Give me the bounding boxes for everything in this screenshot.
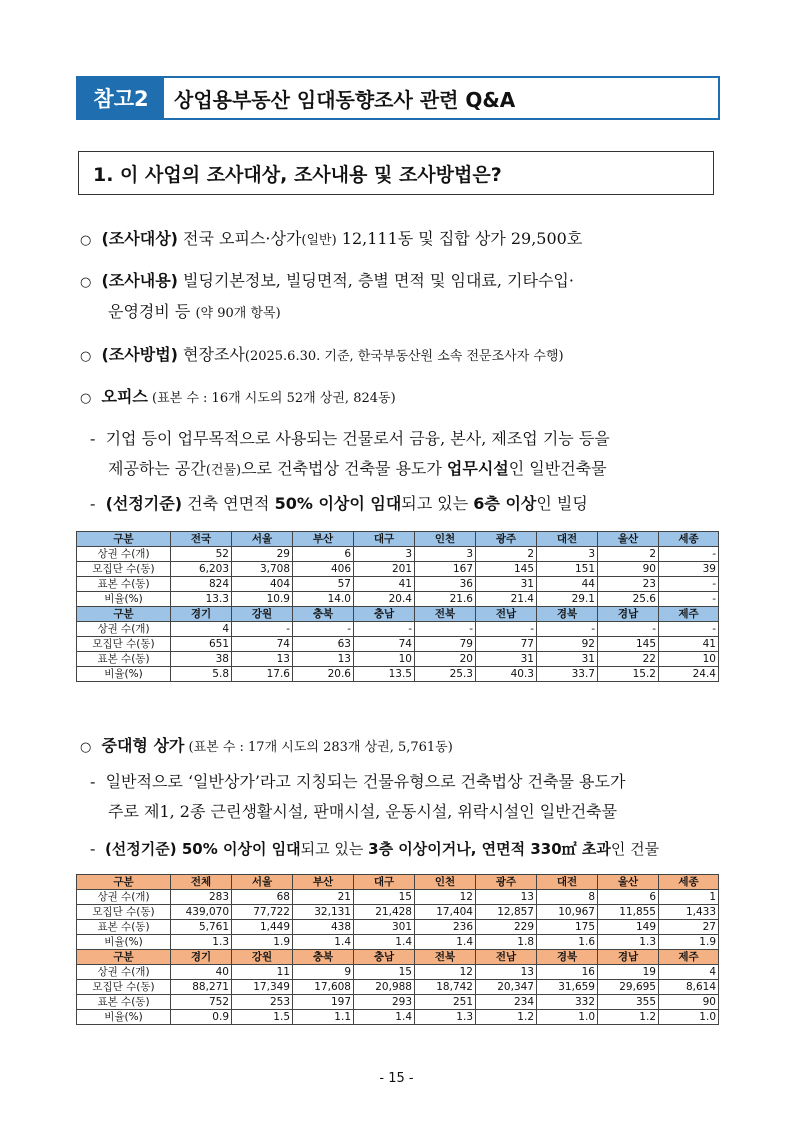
table-cell: 752 <box>171 995 232 1010</box>
table-header-cell: 인천 <box>415 532 476 547</box>
table-row <box>77 905 719 920</box>
table-cell: 234 <box>476 995 537 1010</box>
item-office <box>80 384 396 407</box>
table-header-cell: 전남 <box>476 950 537 965</box>
table-cell: 651 <box>171 637 232 652</box>
table-cell: 1.4 <box>415 935 476 950</box>
table-cell: 17,404 <box>415 905 476 920</box>
table-cell: 293 <box>354 995 415 1010</box>
table-cell: 29,695 <box>598 980 659 995</box>
office-def-line2 <box>108 456 607 479</box>
table-cell: 253 <box>232 995 293 1010</box>
retail-criteria-b1: 50% 이상이 임대 <box>176 840 301 858</box>
table-cell: 1,433 <box>659 905 719 920</box>
row-label-cell: 표본 수(동) <box>77 652 171 667</box>
table-cell: 201 <box>354 562 415 577</box>
table-cell: 10 <box>354 652 415 667</box>
table-cell: 1.3 <box>415 1010 476 1025</box>
table-cell: 151 <box>537 562 598 577</box>
table-header-row <box>77 950 719 965</box>
table-cell: 404 <box>232 577 293 592</box>
table-cell: 25.6 <box>598 592 659 607</box>
content-line2b: (약 90개 항목) <box>195 306 281 321</box>
table-cell: 12,857 <box>476 905 537 920</box>
table-header-cell: 세종 <box>659 875 719 890</box>
row-label-cell: 상권 수(개) <box>77 622 171 637</box>
method-text-small: (2025.6.30. 기준, 한국부동산원 소속 전문조사자 수행) <box>244 349 564 364</box>
table-row <box>77 547 719 562</box>
table-cell: 20 <box>415 652 476 667</box>
table-cell: - <box>293 622 354 637</box>
table-cell: 1.4 <box>354 935 415 950</box>
table-cell: 13 <box>476 965 537 980</box>
table-cell: 23 <box>598 577 659 592</box>
office-def-line1 <box>90 426 610 449</box>
table-cell: 90 <box>659 995 719 1010</box>
table-cell: 40 <box>171 965 232 980</box>
table-cell: 175 <box>537 920 598 935</box>
office-def-text2-bold: 업무시설 <box>446 459 509 478</box>
office-label: 오피스 <box>101 387 148 406</box>
table-cell: 41 <box>659 637 719 652</box>
row-label-cell: 표본 수(동) <box>77 920 171 935</box>
dash-marker: - <box>90 839 96 858</box>
table-header-cell: 전체 <box>171 875 232 890</box>
table-row <box>77 920 719 935</box>
table-header-cell: 경남 <box>598 950 659 965</box>
table-cell: 149 <box>598 920 659 935</box>
table-header-cell: 구분 <box>77 950 171 965</box>
table-header-cell: 전남 <box>476 607 537 622</box>
table-cell: 438 <box>293 920 354 935</box>
table-cell: 5,761 <box>171 920 232 935</box>
table-cell: 21.6 <box>415 592 476 607</box>
table-cell: 21 <box>293 890 354 905</box>
table-cell: 90 <box>598 562 659 577</box>
table-row <box>77 965 719 980</box>
office-criteria <box>90 491 588 514</box>
table-cell: 1.9 <box>659 935 719 950</box>
table-row <box>77 890 719 905</box>
table-header-cell: 제주 <box>659 950 719 965</box>
office-sample: (표본 수 : 16개 시도의 52개 상권, 824동) <box>147 391 396 406</box>
table-header-cell: 인천 <box>415 875 476 890</box>
table-cell: 301 <box>354 920 415 935</box>
table-cell: 12 <box>415 965 476 980</box>
question-box: 1. 이 사업의 조사대상, 조사내용 및 조사방법은? <box>78 151 714 195</box>
table-cell: 20,347 <box>476 980 537 995</box>
table-header-cell: 경기 <box>171 607 232 622</box>
bullet-circle: ○ <box>80 391 92 406</box>
row-label-cell: 비율(%) <box>77 667 171 682</box>
table-header-cell: 대구 <box>354 875 415 890</box>
table-header-cell: 대전 <box>537 532 598 547</box>
retail-def-line1 <box>90 769 625 792</box>
table-cell: 77,722 <box>232 905 293 920</box>
office-def-text2a: 제공하는 공간 <box>108 459 206 478</box>
table-header-cell: 강원 <box>232 950 293 965</box>
table-cell: 6,203 <box>171 562 232 577</box>
table-cell: 1.2 <box>598 1010 659 1025</box>
table-cell: 25.3 <box>415 667 476 682</box>
retail-criteria-t2: 인 건물 <box>610 840 660 858</box>
table-cell: 439,070 <box>171 905 232 920</box>
table-cell: 31,659 <box>537 980 598 995</box>
table-cell: 1.9 <box>232 935 293 950</box>
target-text-b: 12,111동 및 집합 상가 29,500호 <box>336 229 583 248</box>
table-header-cell: 전북 <box>415 607 476 622</box>
table-header-cell: 충남 <box>354 607 415 622</box>
table-cell: 1.4 <box>293 935 354 950</box>
table-cell: 10,967 <box>537 905 598 920</box>
table-cell: 197 <box>293 995 354 1010</box>
table-cell: 4 <box>659 965 719 980</box>
section-title-bar <box>76 76 720 120</box>
dash-marker: - <box>90 772 96 791</box>
table-cell: 27 <box>659 920 719 935</box>
table-cell: 12 <box>415 890 476 905</box>
method-text-a: 현장조사 <box>177 345 245 364</box>
table-cell: 15 <box>354 890 415 905</box>
table-cell: 29 <box>232 547 293 562</box>
table-cell: 44 <box>537 577 598 592</box>
table-cell: 36 <box>415 577 476 592</box>
table-cell: 5.8 <box>171 667 232 682</box>
table-cell: 17,608 <box>293 980 354 995</box>
table-cell: 2 <box>598 547 659 562</box>
table-row <box>77 980 719 995</box>
table-cell: 0.9 <box>171 1010 232 1025</box>
table-cell: 6 <box>293 547 354 562</box>
table-header-cell: 대구 <box>354 532 415 547</box>
row-label-cell: 모집단 수(동) <box>77 980 171 995</box>
row-label-cell: 상권 수(개) <box>77 965 171 980</box>
office-criteria-t2: 되고 있는 <box>401 494 474 513</box>
table-cell: 824 <box>171 577 232 592</box>
table-cell: 10 <box>659 652 719 667</box>
dash-marker: - <box>90 494 96 513</box>
office-criteria-b2: 6층 이상 <box>473 494 537 513</box>
table-cell: 1.1 <box>293 1010 354 1025</box>
table-cell: 11 <box>232 965 293 980</box>
table-cell: 39 <box>659 562 719 577</box>
table-row <box>77 935 719 950</box>
table-cell: 8 <box>537 890 598 905</box>
table-cell: 77 <box>476 637 537 652</box>
table-cell: 1.5 <box>232 1010 293 1025</box>
table-cell: - <box>537 622 598 637</box>
content-line2a: 운영경비 등 <box>108 302 196 321</box>
table-header-cell: 충북 <box>293 607 354 622</box>
table-cell: 3,708 <box>232 562 293 577</box>
table-cell: 355 <box>598 995 659 1010</box>
office-def-text2-small: (건물) <box>205 463 242 478</box>
table-cell: 3 <box>415 547 476 562</box>
office-criteria-t1: 건축 연면적 <box>182 494 275 513</box>
table-cell: 24.4 <box>659 667 719 682</box>
table-header-cell: 경북 <box>537 607 598 622</box>
row-label-cell: 비율(%) <box>77 1010 171 1025</box>
table-cell: 68 <box>232 890 293 905</box>
table-cell: 31 <box>537 652 598 667</box>
table-row <box>77 637 719 652</box>
table-header-cell: 구분 <box>77 875 171 890</box>
bullet-circle: ○ <box>80 233 92 248</box>
table-cell: - <box>659 577 719 592</box>
content-label: (조사내용) <box>101 271 178 290</box>
item-content <box>80 268 574 291</box>
method-label: (조사방법) <box>101 345 178 364</box>
table-cell: 13 <box>476 890 537 905</box>
table-header-cell: 경기 <box>171 950 232 965</box>
table-cell: - <box>354 622 415 637</box>
table-cell: 79 <box>415 637 476 652</box>
table-row <box>77 652 719 667</box>
table-cell: 229 <box>476 920 537 935</box>
table-cell: 15.2 <box>598 667 659 682</box>
table-cell: 19 <box>598 965 659 980</box>
reference-badge: 참고2 <box>78 78 164 118</box>
table-cell: 236 <box>415 920 476 935</box>
table-cell: 4 <box>171 622 232 637</box>
table-cell: - <box>659 592 719 607</box>
table-cell: 10.9 <box>232 592 293 607</box>
table-header-cell: 부산 <box>293 532 354 547</box>
bullet-circle: ○ <box>80 349 92 364</box>
retail-criteria-t1: 되고 있는 <box>300 840 369 858</box>
retail-sample: (표본 수 : 17개 시도의 283개 상권, 5,761동) <box>184 740 453 755</box>
table-cell: 145 <box>476 562 537 577</box>
table-cell: 16 <box>537 965 598 980</box>
table-cell: 63 <box>293 637 354 652</box>
table-cell: 20.6 <box>293 667 354 682</box>
table-header-cell: 서울 <box>232 532 293 547</box>
table-cell: 92 <box>537 637 598 652</box>
table-cell: 1.4 <box>354 1010 415 1025</box>
target-text-a: 전국 오피스·상가 <box>177 229 302 248</box>
retail-def-line2 <box>108 799 617 822</box>
target-label: (조사대상) <box>101 229 178 248</box>
item-retail <box>80 733 453 756</box>
table-row <box>77 577 719 592</box>
table-row <box>77 667 719 682</box>
page-number: - 15 - <box>379 1071 414 1086</box>
table-header-cell: 울산 <box>598 875 659 890</box>
table-cell: - <box>659 622 719 637</box>
row-label-cell: 비율(%) <box>77 592 171 607</box>
retail-table <box>76 874 719 1025</box>
table-cell: 13 <box>232 652 293 667</box>
row-label-cell: 표본 수(동) <box>77 995 171 1010</box>
table-cell: 406 <box>293 562 354 577</box>
row-label-cell: 상권 수(개) <box>77 890 171 905</box>
table-row <box>77 562 719 577</box>
row-label-cell: 모집단 수(동) <box>77 562 171 577</box>
table-header-cell: 광주 <box>476 532 537 547</box>
table-cell: 3 <box>537 547 598 562</box>
table-cell: 2 <box>476 547 537 562</box>
item-content-line2 <box>108 299 281 322</box>
table-cell: - <box>476 622 537 637</box>
retail-criteria <box>90 838 659 859</box>
table-row <box>77 1010 719 1025</box>
retail-label: 중대형 상가 <box>101 736 185 755</box>
table-header-cell: 부산 <box>293 875 354 890</box>
table-header-cell: 구분 <box>77 532 171 547</box>
table-cell: 1 <box>659 890 719 905</box>
table-cell: 1.3 <box>171 935 232 950</box>
table-cell: 57 <box>293 577 354 592</box>
item-target <box>80 226 582 249</box>
table-cell: 332 <box>537 995 598 1010</box>
table-cell: 88,271 <box>171 980 232 995</box>
table-cell: 167 <box>415 562 476 577</box>
table-cell: 29.1 <box>537 592 598 607</box>
table-cell: 74 <box>232 637 293 652</box>
table-cell: 1.2 <box>476 1010 537 1025</box>
retail-criteria-b2: 3층 이상이거나, 연면적 330㎡ 초과 <box>368 840 611 858</box>
table-header-cell: 경북 <box>537 950 598 965</box>
table-header-cell: 광주 <box>476 875 537 890</box>
table-cell: 21.4 <box>476 592 537 607</box>
table-cell: 11,855 <box>598 905 659 920</box>
table-cell: 40.3 <box>476 667 537 682</box>
table-cell: 33.7 <box>537 667 598 682</box>
table-cell: 74 <box>354 637 415 652</box>
table-cell: 52 <box>171 547 232 562</box>
retail-criteria-label: (선정기준) <box>104 840 177 858</box>
table-row <box>77 592 719 607</box>
row-label-cell: 상권 수(개) <box>77 547 171 562</box>
office-def-text2b: 으로 건축법상 건축물 용도가 <box>241 459 447 478</box>
retail-def-text1: 일반적으로 ‘일반상가’라고 지칭되는 건물유형으로 건축법상 건축물 용도가 <box>105 772 626 791</box>
table-cell: 1.8 <box>476 935 537 950</box>
table-cell: 32,131 <box>293 905 354 920</box>
table-header-cell: 세종 <box>659 532 719 547</box>
table-cell: 1.0 <box>537 1010 598 1025</box>
table-cell: 17.6 <box>232 667 293 682</box>
row-label-cell: 모집단 수(동) <box>77 905 171 920</box>
table-cell: 145 <box>598 637 659 652</box>
table-header-cell: 서울 <box>232 875 293 890</box>
table-cell: - <box>598 622 659 637</box>
table-cell: 21,428 <box>354 905 415 920</box>
table-cell: 6 <box>598 890 659 905</box>
table-cell: 13 <box>293 652 354 667</box>
table-header-cell: 전북 <box>415 950 476 965</box>
item-method <box>80 342 564 365</box>
table-header-row <box>77 875 719 890</box>
table-cell: 283 <box>171 890 232 905</box>
table-cell: 20.4 <box>354 592 415 607</box>
office-def-text2c: 인 일반건축물 <box>508 459 607 478</box>
table-header-cell: 제주 <box>659 607 719 622</box>
target-text-small: (일반) <box>301 233 337 248</box>
table-header-row <box>77 607 719 622</box>
table-cell: 41 <box>354 577 415 592</box>
retail-def-text2: 주로 제1, 2종 근린생활시설, 판매시설, 운동시설, 위락시설인 일반건축물 <box>108 802 618 821</box>
table-cell: - <box>232 622 293 637</box>
table-header-cell: 강원 <box>232 607 293 622</box>
office-criteria-label: (선정기준) <box>105 494 183 513</box>
table-header-cell: 충남 <box>354 950 415 965</box>
table-cell: 13.3 <box>171 592 232 607</box>
table-header-cell: 울산 <box>598 532 659 547</box>
table-header-cell: 전국 <box>171 532 232 547</box>
table-cell: 251 <box>415 995 476 1010</box>
content-line1: 빌딩기본정보, 빌딩면적, 층별 면적 및 임대료, 기타수입· <box>177 271 574 290</box>
table-cell: 1.0 <box>659 1010 719 1025</box>
table-cell: 8,614 <box>659 980 719 995</box>
table-cell: 31 <box>476 577 537 592</box>
row-label-cell: 모집단 수(동) <box>77 637 171 652</box>
table-cell: - <box>659 547 719 562</box>
table-header-cell: 구분 <box>77 607 171 622</box>
bullet-circle: ○ <box>80 740 92 755</box>
bullet-circle: ○ <box>80 275 92 290</box>
table-cell: 18,742 <box>415 980 476 995</box>
table-row <box>77 622 719 637</box>
table-cell: 3 <box>354 547 415 562</box>
table-header-cell: 대전 <box>537 875 598 890</box>
table-cell: 1.6 <box>537 935 598 950</box>
table-header-cell: 충북 <box>293 950 354 965</box>
office-def-text1: 기업 등이 업무목적으로 사용되는 건물로서 금융, 본사, 제조업 기능 등을 <box>105 429 610 448</box>
table-cell: 9 <box>293 965 354 980</box>
table-cell: 38 <box>171 652 232 667</box>
dash-marker: - <box>90 429 96 448</box>
table-cell: 31 <box>476 652 537 667</box>
table-cell: - <box>415 622 476 637</box>
row-label-cell: 표본 수(동) <box>77 577 171 592</box>
table-row <box>77 995 719 1010</box>
row-label-cell: 비율(%) <box>77 935 171 950</box>
table-cell: 1,449 <box>232 920 293 935</box>
table-cell: 20,988 <box>354 980 415 995</box>
table-cell: 22 <box>598 652 659 667</box>
office-criteria-b1: 50% 이상이 임대 <box>274 494 402 513</box>
table-header-row <box>77 532 719 547</box>
table-cell: 17,349 <box>232 980 293 995</box>
section-title: 상업용부동산 임대동향조사 관련 Q&A <box>174 87 516 112</box>
office-table <box>76 531 719 682</box>
table-cell: 15 <box>354 965 415 980</box>
office-criteria-t3: 인 빌딩 <box>536 494 588 513</box>
table-cell: 1.3 <box>598 935 659 950</box>
table-header-cell: 경남 <box>598 607 659 622</box>
table-cell: 13.5 <box>354 667 415 682</box>
table-cell: 14.0 <box>293 592 354 607</box>
